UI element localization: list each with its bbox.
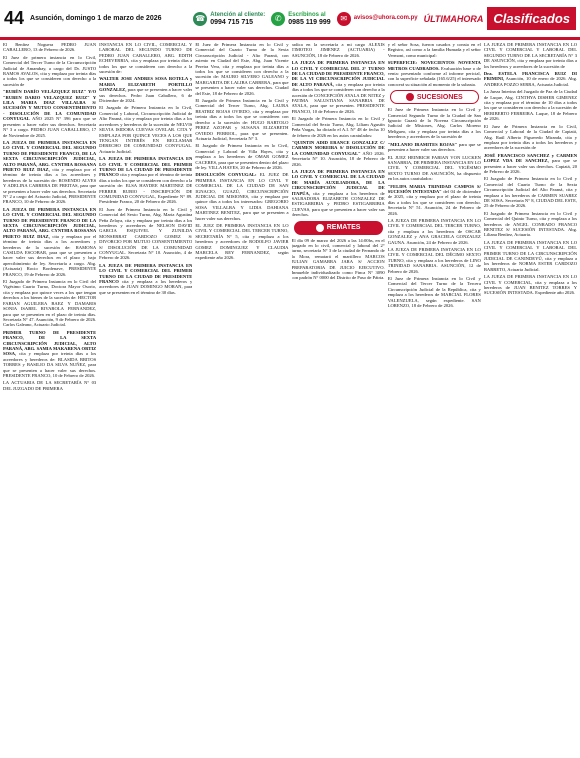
legal-notice — [195, 42, 288, 96]
notice-body: AÑO 2026. Secretaría N° 10. Asunción, 18 de Febrero de 2026. — [291, 150, 385, 167]
notice-body: cita y emplaza a los herederos de SALBADORA ELIZABETH CONZALEZ DE ESTIGARRIBIA y PEDRO ESTIGARRIBIA CUEVAS, para que se presenten a hacer valer sus derechos. — [291, 190, 385, 218]
notice-body: y el señor Sosa, fueron casados y consta en el Registro, así como a la familia Humada y el señor Vermont, como municipal: — [387, 42, 481, 58]
notice-body: El Benítez Noguera PEDRO JUAN CABALLERO, 13 de Febrero de 2026. — [3, 42, 97, 53]
publication-date: Asunción, domingo 1 de marzo de 2026 — [30, 15, 162, 22]
legal-notice — [388, 276, 481, 308]
notice-body: El Juez de Primera Instancia en lo Civil y Comercial del Cuarto Turno de la Sexta Circunscripción Judicial - Alto Paraná, con asiento en Ciudad del Este, Abg. Juan Vicente Pereira Vera, cita y emplaza por treinta días a todos los que se consideren con derecho a la sucesión de: MAURO SILVERO GALEANO y MARGARITA DE LALIBA CABRERA, para que se presenten a hacer valer sus derechos. Ciudad del Este, 18 de Febrero de 2026. — [195, 42, 289, 96]
legal-notice — [388, 142, 481, 153]
legal-notice — [292, 169, 385, 218]
notice-body: Evaluación base o de venta: presentado conforme al informe pericial, con la superficie señalada (165.6/25) el interesado conocerá su situación al momento de la subasta. — [387, 65, 481, 87]
legal-notice — [484, 42, 577, 69]
contact-0 — [193, 12, 265, 26]
legal-notice — [484, 274, 577, 296]
notice-heading: JOSÉ FRANCISCO SANCHEZ y CARMEN LOPEZ VDA DE SANCHEZ, — [483, 152, 578, 164]
notice-body: El Juzgado de Primera Instancia en lo Civil, Comercial y Laboral de Villa Hayes, cita y emplaza a los herederos de OMAR GOMEZ CACERES, para que se presenten dentro del plazo de ley. VILLA HAYES, 20 de Febrero de 2026. — [195, 143, 289, 170]
notice-body: El Juez de Primera Instancia en lo Civil, Comercial y Laboral de la Ciudad de Capiatá, Abg. Raúl Alberto Figueredo Miranda, cita y emplaza por treinta días a todos los herederos y acreedores de la sucesión de — [483, 123, 578, 151]
notice-heading: WALTER JOSE ANDRES SOSA ROTELA y MARIA ELIZABETH PORTILLO GONZALEZ, — [99, 76, 193, 93]
contact-value: 0985 119 999 — [288, 18, 331, 26]
notice-heading: LA JUEZA DE PRIMERA INSTANCIA EN LO CIVIL Y COMERCIAL DEL SEGUNDO TURNO DE PRESIDENTE FRANCO, DE LA SEXTA CIRCUNSCRIPCIÓN JUDICIAL, ALTO PARANÁ, ABG. CYNTHIA ROSSANA PRIETO RUIZ DIAZ, — [3, 139, 97, 172]
notice-body: para que se presenten a hacer valer sus derechos. — [387, 141, 481, 153]
mail-icon: ✉ — [337, 12, 351, 26]
notice-heading: LA JUEZA DE PRIMERA INSTANCIA EN LO CIVIL Y COMERCIAL DEL SEGUNDO TURNO DE PRESIDENTE FRANCO DE LA SEXTA CIRCUNSCRIPCIÓN JUDICIAL, ALTO PARANÁ, ABG. CYNTHIA ROSSANA PRIETO RUIZ DIAZ, — [3, 206, 97, 239]
contact-2 — [337, 12, 418, 26]
notice-heading: "QUINTIN ADID ERANCE GONZALEZ C/ CARMEN MOREIRA S/ DISOLUCIÓN DE LA COMUNIDAD CONYUGAL" — [291, 139, 385, 156]
legal-notice — [292, 42, 385, 58]
legal-notice — [99, 207, 192, 261]
notice-body: cita y emplaza por el término de treinta días a todos los que se consideren con derecho a la sucesión de: ELSA HAYDEE MARTINEZ DE FERRER RUBIO - INSCRIPCIÓN DE COMUNIDAD CONYUGAL, Expediente N° 89. Presidente Franco, 20 de Febrero de 2026. — [99, 172, 193, 205]
notice-body: Asunción, 10 de enero de 2026. Abg. ANDREA POZZO SERRA, Actuaria Judicial. — [483, 76, 578, 87]
legal-notice — [195, 172, 288, 221]
notice-body: El Juzgado de Primera Instancia en lo Civil, Comercial y Laboral, Circunscripción Judicial de Alto Paraná, cita y emplaza por treinta días a los acreedores y herederos de la sucesión de NELVIS SILVIA ISIDORA CUEVAS OVELAR. CITA Y EMPLAZA POR QUINCE VECES A LOS QUE TENGAN INTERÉS EN RECLAMAR DERECHO DE COMUNIDAD CONYUGAL. Actuario Judicial. — [99, 105, 193, 154]
notice-body: LA JUEZA DE PRIMERA INSTANCIA EN LO CIVIL Y COMERCIAL DEL TERCER TURNO, cita y emplaza a los herederos de OSCAR GONZALEZ y ANA GRACIELA GONZALEZ GAUNA. Asunción, 24 de Febrero de 2026. — [387, 217, 481, 245]
legal-notice — [195, 223, 288, 261]
legal-notice — [3, 207, 96, 277]
legal-notice — [3, 140, 96, 205]
notice-body: El Juez de Primera Instancia en lo Civil y Comercial del Sexto Turno, Abg. Maria Agustina Peña Zelaya, cita y emplaza por treinta días a los herederos y acreedores de NELSON DAVID GARCIA ESQUIVEL Y ZUNILDA MONSERRAT CARDOZO GOMEZ S/ DIVORCIO POR MUTUO CONSENTIMIENTO S/ DISOLUCIÓN DE LA COMUNIDAD CONYUGAL. Secretaria N° 10. Asunción, 4 de Febrero de 2026. — [99, 206, 193, 261]
notice-heading: PRIMER TURNO DE PRESIDENTE FRANCO, DE LA SEXTA CIRCUNSCRIPCIÓN JUDICIAL, ALTO PARANÁ, ABG. SAMIA MAKARENA ORTIZ SOSA, — [3, 329, 97, 357]
notice-body: El Juzgado de Primera Instancia en lo Civil y Comercial del Quinto Turno, cita y emplaza a los herederos de ANGEL CONRADO FRANCO BENITEZ S/ SUCESIÓN INTESTADA. Abg. Liliana Benítez, Actuaria. — [483, 210, 578, 238]
legal-notice — [99, 263, 192, 295]
notice-body: para que se presenten a hacer valer sus derechos. Capiatá, 20 de Febrero de 2026. — [483, 158, 578, 174]
legal-notice — [3, 55, 96, 87]
legal-notice — [292, 238, 385, 281]
notice-body: La Jueza Interina del Juzgado de Paz de la Ciudad de Luque, Abg. CINTHYA DISHER GIMENEZ cita y emplaza por el término de 10 días a todos los que se consideren con derecho a la sucesión de HERIBERTO FERREIRA. Luque, 18 de Febrero de 2026. — [483, 89, 578, 122]
legal-notice — [99, 42, 192, 74]
column-1 — [3, 42, 96, 756]
phone-icon: ☎ — [193, 12, 207, 26]
notice-heading: "FELIPA MARIA TRINIDAD CAMPOS S/ SUCESIÓN INTESTADA" — [387, 183, 481, 194]
legal-notice — [3, 279, 96, 328]
legal-notice — [3, 89, 96, 138]
notice-body: EL JUEZ DE PRIMERA INSTANCIA EN LO CIVIL Y COMERCIAL DEL TERCER TURNO, SECRETARÍA N° 5, cita y emplaza a los herederos y acreedores de RODOLFO JAVIER GOMEZ DOMINGUEZ Y CLAUDIA MARCELA REY FERNANDEZ, según expediente año 2026. — [195, 223, 289, 261]
notice-body: El Juzgado de Primera Instancia en lo Civil y Comercial del Cuarto Turno de la Sexta Circunscripción Judicial del Alto Paraná, cita y emplaza a los herederos de CARMEN SUAREZ DE SOSA. Secretaria N° 8, CIUDAD DEL ESTE, 25 de Febrero de 2026. — [483, 176, 578, 209]
legal-notice — [484, 153, 577, 175]
notice-body: El Juzgado de Primera Instancia en lo Civil del Vigésimo Cuarto Turno, Doctora Mayor Osorio, cita y emplaza por quince veces a los que tengan derechos a los bienes de la sucesión de: HECTOR FABIAN AGUILERA BAEZ Y DAMARIS SONIA ISABEL RIVAROLA FERNANDEZ, para que se presenten en el plazo de treinta días. Secretaría N° 47. Asunción, 9 de Febrero de 2026. Carlos Galeano, Actuario Judicial. — [3, 279, 97, 328]
legal-notice — [484, 240, 577, 272]
legal-notice — [484, 124, 577, 151]
legal-notice — [388, 60, 481, 87]
notice-heading: DISOLUCIÓN CONYUGAL: — [195, 172, 257, 178]
notice-body: AÑO 2025 N° 396 para que se presenten a hacer valer sus derechos. Secretaría N° 3 a cargo. PEDRO JUAN CABALLERO, 17 de Noviembre de 2025. — [3, 116, 97, 138]
notice-body: EL JUEZ DE PRIMERA INSTANCIA EN LO CIVIL Y COMERCIAL DE LA CIUDAD DE SAN IGNACIO, GUAZÚ, CIRCUNSCRIPCIÓN JUDICIAL DE MISIONES, cita y emplaza por quince días a todos los interesados: GREGORIO SOSA VILLALBA Y LIDIA DAHIANA MARTINEZ BENITEZ, para que se presenten a hacer valer sus derechos. — [195, 172, 289, 221]
contact-value: 0994 715 715 — [210, 18, 254, 26]
notice-body: LA JUEZA DE PRIMERA INSTANCIA EN LO CIVIL Y COMERCIAL Y LABORAL DEL SEGUNDO TURNO DE LA SECRETARÍA N° 3 DE ASUNCIÓN, cita y emplaza por treinta días a los herederos y acreedores de la sucesión de — [483, 42, 578, 69]
section-header-label: REMATES — [326, 223, 361, 231]
legal-notice — [3, 330, 96, 379]
whatsapp-icon: ✆ — [271, 12, 285, 26]
notice-body: El Juez de Primera Instancia en lo Civil y Comercial del Tercer Turno de la Tercera Circunscripción Judicial de la República, cita y emplaza a los herederos de MARCIAL FLORES VALENZUELA, según expediente. SAN LORENZO, 18 de Febrero de 2026. — [387, 276, 481, 309]
legal-notice — [3, 42, 96, 53]
notice-body: INSTANCIA EN LO CIVIL, COMERCIAL Y LABORAL DEL SEGUNDO TURNO DE PEDRO JUAN CABALLERO, ABG. EDITH ECHEVERRIA, cita y emplaza por treinta días a todos los que se consideren con derecho a la sucesión de: — [99, 42, 193, 75]
column-4 — [292, 42, 385, 756]
notice-body: LA JUEZA DE PRIMERA INSTANCIA EN LO CIVIL Y COMERCIAL DEL DÉCIMO SEXTO TURNO, cita y emplaza a los herederos de LINO TRINIDAD SANABRIA. ASUNCIÓN, 12 de Febrero de 2026. — [387, 247, 481, 274]
notice-body: LA JUEZA DE PRIMERA INSTANCIA EN LO CIVIL Y COMERCIAL Y LABORAL DEL PRIMER TURNO DE LA CIRCUNSCRIPCIÓN JUDICIAL DE CANINDEYÚ, cita y emplaza a los herederos de NORMA ESTER CARDOZO BARRETO, Actuaria Judicial. — [483, 239, 578, 272]
legal-notice — [388, 155, 481, 182]
column-3 — [195, 42, 288, 756]
page-number: 44 — [4, 8, 25, 28]
page-header — [0, 0, 580, 40]
column-5 — [388, 42, 481, 756]
legal-notice — [292, 60, 385, 114]
notice-body: LA ACTUARIA DE LA SECRETARÍA N° 03 DEL JUZGADO DE PRIMERA — [3, 380, 97, 391]
newspaper-brand: ÚLTIMAHORA — [423, 13, 484, 24]
legal-notice — [484, 176, 577, 208]
legal-notice — [388, 247, 481, 274]
notice-heading: Dra. ESTELA FRANCISCA RUIZ DI FRIMINI, — [483, 71, 578, 82]
legal-notice — [195, 98, 288, 141]
legal-notice — [99, 105, 192, 154]
contact-label: Atención al cliente: — [210, 11, 266, 18]
section-header-remates — [294, 221, 383, 235]
notice-body: del 04 de diciembre de 2025, cita y emplaza por el plazo de treinta días a todos los que se consideren con derecho. Secretaría N° 51. Asunción, 24 de Febrero de 2026. — [387, 188, 481, 216]
column-6 — [484, 42, 577, 756]
notice-heading: LA JUEZA DE PRIMERA INSTANCIA EN LO CIVIL Y COMERCIAL DEL PRIMER TURNO DE LA CIUDAD DE PRESIDENTE FRANCO — [99, 262, 193, 285]
notice-heading: LA JUEZA DE PRIMERA INSTANCIA EN LO CIVIL Y COMERCIAL DEL PRIMER TURNO DE LA CIUDAD DE PRESIDENTE FRANCO — [99, 156, 193, 178]
column-2 — [99, 42, 192, 756]
legal-notice — [292, 116, 385, 138]
notice-body: LA JUEZA DE PRIMERA INSTANCIA EN LO CIVIL Y COMERCIAL, cita y emplaza a los herederos de JUAN BENITEZ TORRES Y SUCESIÓN INTESTADA. Expediente año 2026. — [483, 274, 578, 296]
notice-heading: LA JUEZA DE PRIMERA INSTANCIA EN LO CIVIL Y COMERCIAL DEL 2° TURNO DE LA CIUDAD DE PRESIDENTE FRANCO, DE LA VI CIRCUNSCRIPCIÓN JUDICIAL DE ALTO PARANÁ, — [291, 60, 385, 87]
notice-body: radica en la secretaría a mi cargo ALEXIS TIMOTEO JIMENEZ (ACTUARIA) - ASUNCIÓN, 18 de Febrero de 2026. — [291, 42, 385, 58]
notice-body: El Juez de primera instancia en lo Civil, Comercial del Tercer Turno de la Circunscripción Judicial de Amambay, a cargo del Dr. JUSTO RAMOS AVALOS, cita y emplaza por treinta días a todos los que se consideren con derecho a la sucesión de — [3, 54, 97, 87]
legal-notice — [484, 89, 577, 121]
legal-notice — [3, 380, 96, 391]
legal-notice — [99, 156, 192, 205]
notice-heading: "RUBÉN DARÍO VELÁZQUEZ RUIZ" Y/O "RUBEN DARIO VELAZQUEZ RUIZ" Y LILA MARIA DIAZ VILLALBA S/ SUCESIÓN Y MUTUO CONSENTIMIENTO - DISOLUCIÓN DE LA COMUNIDAD CONYUGAL — [3, 89, 97, 122]
notice-body: El Juzgado de Primera Instancia en lo Civil y Comercial del Sexto Turno, Abg. Liliam Agustín Peña Vargas, ha dictado el A.I. N° 48 de fecha 10 de febrero de 2026 en los autos caratulados: — [291, 116, 385, 138]
section-header-label: SUCESIONES — [416, 93, 463, 101]
bullet-icon — [406, 93, 414, 101]
notice-body: cita y emplaza por el término de treinta días a los acreedores y herederos de la sucesión de: ROSENDO ALVES Y ADELINA CABRERA DE FREITAS, para que se presenten a hacer valer sus derechos. Secretaría N° 2 a cargo del Actuario Judicial, PRESIDENTE FRANCO, 10 de Febrero de 2026. — [3, 166, 97, 205]
notice-body: cita y emplaza a los herederos y acreedores de JUAN DOMINGO MORAN, para que se presenten en el término de 30 días. — [99, 279, 193, 295]
section-title: Clasificados — [487, 7, 576, 30]
notice-body: EL JUEZ HEINRICH FABIAN VON LUCKEN SANABRIA, DE PRIMERA INSTANCIA EN LO CIVIL Y COMERCIAL DEL VIGÉSIMO SEXTO TURNO DE ASUNCIÓN, ha dispuesto en los autos caratulados: — [387, 154, 481, 182]
bullet-icon — [316, 224, 324, 232]
notice-body: cita y emplaza por treinta días a los acreedores y herederos de: BLASIDA BRITOS TORRES y BASILIO DA SILVA NUÑEZ, para que se presenten a hacer valer sus derechos. PRESIDENTE FRANCO, 10 de Febrero de 2026. — [3, 351, 97, 378]
legal-notice — [292, 140, 385, 167]
notice-body: para que se presenten a hacer valer sus derechos. Pedro Juan Caballero, 6 de Diciembre de 2024. — [99, 87, 193, 104]
legal-notice — [484, 211, 577, 238]
notice-body: cita y emplaza por el término de treinta días a los acreedores y herederos de la sucesión de: RAMONA CASILDA ESCOBAR, para que se presenten a hacer valer sus derechos en el plazo y bajo apercibimiento de ley. Secretaría a cargo. Abg. (Actuaria) Rocio Bordenave, PRESIDENTE FRANCO, 19 de Febrero de 2026. — [3, 233, 97, 277]
notice-body: El Juzgado de Primera Instancia en lo Civil y Comercial del Tercer Turno, Abg. LAURA BEATRIZ ROJAS OVIEDO, cita y emplaza por treinta días a todos los que se consideren con derecho a la sucesión de: HUGO BARTOLO PEREZ AZOFAR y SUSANA ELIZABETH OVIEDO FERRIOL, para que se presenten. Actuaria Judicial, Secretaría N° 3. — [195, 98, 289, 141]
legal-notice — [388, 218, 481, 245]
contact-label: Escríbinos al — [288, 11, 326, 18]
legal-notice — [484, 71, 577, 87]
legal-notice — [388, 107, 481, 139]
legal-notice — [388, 42, 481, 58]
notice-body: cita y emplaza por treinta días a todos los que se consideren con derecho a la sucesión de CONCEPCIÓN AYALA DE NITEZ y FATIMA SALUSTIANA SANABRIA DE AYALA, para que se presenten. PRESIDENTE FRANCO, 10 de Febrero de 2026. — [291, 81, 385, 114]
legal-notice — [388, 184, 481, 216]
notice-heading: "MELANIO IRAMITES ROJAS" — [387, 141, 458, 147]
legal-notice — [99, 76, 192, 103]
contact-label: avisos@uhora.com.py — [353, 15, 418, 21]
notice-heading: LA JUEZA DE PRIMERA INSTANCIA EN LO CIVIL Y COMERCIAL DE LA CIUDAD DE MARÍA AUXILIADORA, DE LA CIRCUNSCRIPCIÓN JUDICIAL DE ITAPÚA, — [291, 168, 385, 196]
section-header-sucesiones — [390, 90, 479, 104]
notice-body: El Juez de Primera Instancia en lo Civil y Comercial Segundo Turno de la Ciudad de San Ignacio Guazú de la Novena Circunscripción Judicial de Misiones, Abg. Carlos Moreno Meligueo, cita y emplaza por treinta días a los herederos y acreedores de la sucesión de — [387, 107, 481, 140]
legal-notice — [195, 143, 288, 170]
contact-1 — [271, 12, 330, 26]
notice-heading: SUPERFICIE: NOVECIENTOS NOVENTA METROS CUADRADOS. — [387, 60, 481, 71]
classifieds-columns — [0, 40, 580, 758]
notice-body: El día 09 de marzo del 2026 a las 14:00hs, en el juzgado en lo civil, comercial y laboral del 2° turno, secretaría N° 3 de la ciudad de Fernando de la Mora, rematará el martillero MARCOS JULIAN GAMARRA JARA S/ ACCION PREPARATORIA DE JUICIO EJECUTIVO. Inmueble individualizado como Finca N° 3090 con padrón N° 0000 del Distrito de Paso de Pátria. — [291, 237, 385, 281]
